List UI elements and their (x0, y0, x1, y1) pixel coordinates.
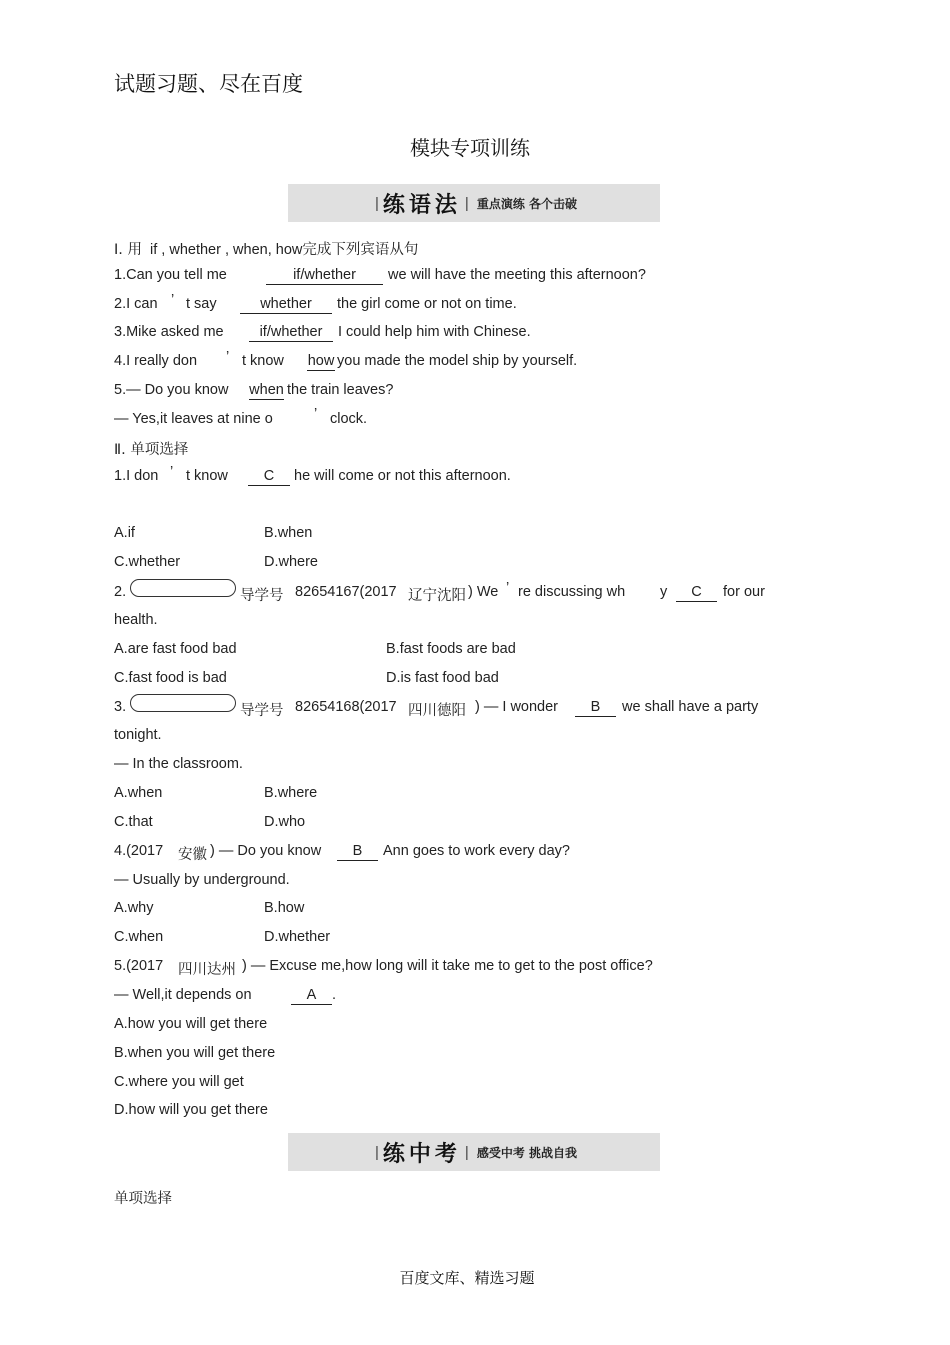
answer-blank[interactable]: whether (240, 295, 332, 314)
exercise-1-2-prompt: 2.I can (114, 296, 158, 312)
mc-5-option-b[interactable]: B.when you will get there (114, 1045, 276, 1061)
page-footer: 百度文库、精选习题 (399, 1269, 535, 1287)
mc-4-reply: — Usually by underground. (114, 872, 290, 888)
source-region: 辽宁沈阳 (408, 588, 466, 604)
mc-4-text: ) — Do you know (210, 843, 322, 859)
answer-blank[interactable]: B (337, 842, 378, 861)
exercise-1-4-prompt: 4.I really don (114, 353, 198, 369)
section-2-heading: Ⅱ. 单项选择 (114, 442, 189, 458)
banner-divider-icon: | (464, 1143, 469, 1161)
banner-main-text: 练语法 (382, 192, 461, 218)
mc-5-reply-end: . (332, 987, 337, 1003)
mc-1-rest: he will come or not this afternoon. (294, 468, 511, 484)
answer-blank[interactable]: if/whether (249, 323, 333, 342)
mc-3-option-c[interactable]: C.that (114, 814, 153, 830)
source-region: 四川达州 (178, 962, 236, 978)
mc-2-text-3: y (660, 584, 668, 600)
section-3-heading: 单项选择 (114, 1191, 172, 1207)
section-banner-grammar (288, 184, 660, 222)
banner-divider-icon: | (464, 194, 469, 212)
mc-2-option-c[interactable]: C.fast food is bad (114, 670, 227, 686)
mc-5-option-d[interactable]: D.how will you get there (114, 1102, 268, 1118)
mc-5-option-c[interactable]: C.where you will get (114, 1074, 244, 1090)
apostrophe: ’ (226, 349, 230, 365)
answer-blank[interactable]: when (249, 382, 284, 398)
mc-2-option-a[interactable]: A.are fast food bad (114, 641, 237, 657)
exercise-1-1-rest: we will have the meeting this afternoon? (388, 267, 646, 283)
answer-blank[interactable]: B (575, 698, 616, 717)
section-1-heading: Ⅰ. 用 if , whether , when, how完成下列宾语从句 (114, 242, 419, 258)
mc-3-continuation: tonight. (114, 727, 162, 743)
page-title: 模块专项训练 (410, 136, 530, 160)
mc-2-rest: for our (723, 584, 765, 600)
mc-2-number: 2. (114, 584, 127, 600)
mc-5-text: ) — Excuse me,how long will it take me to get to the post office? (242, 958, 653, 974)
apostrophe: ’ (171, 292, 175, 308)
mc-4-rest: Ann goes to work every day? (383, 843, 570, 859)
guide-id-capsule (130, 579, 236, 597)
answer-blank[interactable]: C (248, 467, 290, 486)
mc-1-option-c[interactable]: C.whether (114, 554, 181, 570)
exercise-1-2-rest: the girl come or not on time. (337, 296, 517, 312)
exercise-1-2-text: t say (186, 296, 217, 312)
answer-blank[interactable]: C (676, 583, 717, 602)
mc-3-text: ) — I wonder (475, 699, 558, 715)
answer-blank[interactable]: if/whether (266, 266, 383, 285)
apostrophe: ’ (314, 406, 318, 422)
guide-label: 导学号 (240, 703, 284, 719)
apostrophe: ’ (170, 464, 174, 480)
mc-5-reply: — Well,it depends on (114, 987, 252, 1003)
mc-3-number: 3. (114, 699, 127, 715)
mc-2-option-b[interactable]: B.fast foods are bad (386, 641, 516, 657)
exercise-1-5-rest: the train leaves? (287, 382, 394, 398)
section-banner-exam (288, 1133, 660, 1171)
source-region: 安徽 (178, 847, 207, 863)
mc-2-text: ) We (468, 584, 499, 600)
mc-4-option-a[interactable]: A.why (114, 900, 154, 916)
mc-1-option-d[interactable]: D.where (264, 554, 318, 570)
mc-1-prompt: 1.I don (114, 468, 159, 484)
source-region: 四川德阳 (408, 703, 466, 719)
banner-sub-text: 重点演练 各个击破 (476, 196, 577, 211)
exercise-1-1-prompt: 1.Can you tell me (114, 267, 227, 283)
mc-4-option-c[interactable]: C.when (114, 929, 164, 945)
mc-5-number: 5.(2017 (114, 958, 164, 974)
mc-3-reply: — In the classroom. (114, 756, 243, 772)
exercise-1-4-rest: you made the model ship by yourself. (337, 353, 578, 369)
exercise-1-3-prompt: 3.Mike asked me (114, 324, 224, 340)
mc-3-option-d[interactable]: D.who (264, 814, 306, 830)
mc-3-rest: we shall have a party (622, 699, 759, 715)
exercise-1-5-prompt: 5.— Do you know (114, 382, 229, 398)
mc-1-option-b[interactable]: B.when (264, 525, 313, 541)
mc-1-text: t know (186, 468, 228, 484)
guide-label: 导学号 (240, 588, 284, 604)
mc-5-option-a[interactable]: A.how you will get there (114, 1016, 268, 1032)
answer-blank[interactable]: how (307, 353, 335, 369)
exercise-1-5-reply-rest: clock. (330, 411, 368, 427)
mc-4-number: 4.(2017 (114, 843, 164, 859)
exercise-1-4-text: t know (242, 353, 284, 369)
guide-code: 82654167(2017 (295, 584, 397, 600)
banner-divider-icon: | (374, 1143, 379, 1161)
mc-4-option-d[interactable]: D.whether (264, 929, 331, 945)
banner-sub-text: 感受中考 挑战自我 (476, 1145, 577, 1160)
page-header: 试题习题、尽在百度 (114, 72, 303, 96)
banner-divider-icon: | (374, 194, 379, 212)
mc-2-continuation: health. (114, 612, 158, 628)
mc-2-option-d[interactable]: D.is fast food bad (386, 670, 499, 686)
exercise-1-3-rest: I could help him with Chinese. (338, 324, 531, 340)
banner-main-text: 练中考 (382, 1141, 461, 1167)
exercise-1-5-reply: — Yes,it leaves at nine o (114, 411, 273, 427)
mc-1-option-a[interactable]: A.if (114, 525, 135, 541)
guide-code: 82654168(2017 (295, 699, 397, 715)
answer-blank[interactable]: A (291, 986, 332, 1005)
mc-3-option-a[interactable]: A.when (114, 785, 163, 801)
mc-4-option-b[interactable]: B.how (264, 900, 305, 916)
apostrophe: ’ (506, 580, 510, 596)
mc-3-option-b[interactable]: B.where (264, 785, 318, 801)
mc-2-text-2: re discussing wh (518, 584, 626, 600)
guide-id-capsule (130, 694, 236, 712)
